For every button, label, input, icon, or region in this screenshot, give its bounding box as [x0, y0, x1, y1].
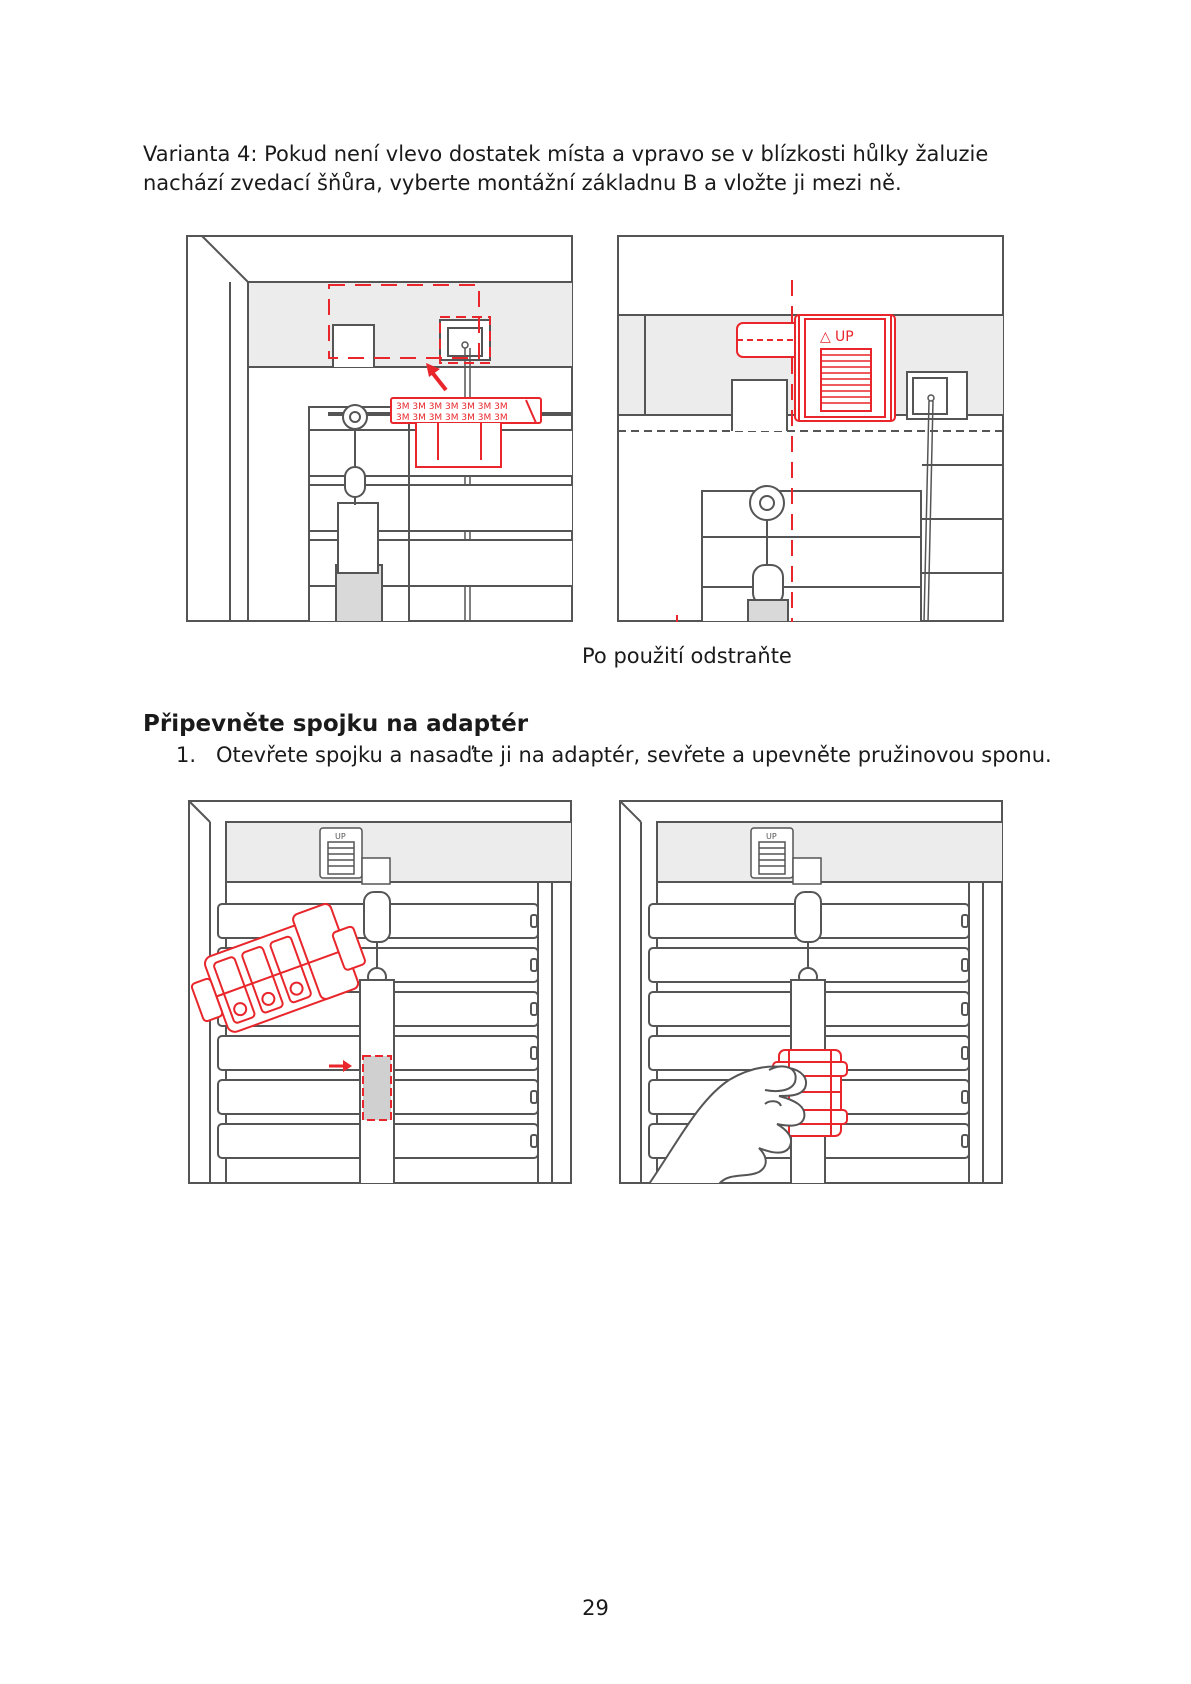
tape-label-row1: 3M 3M 3M 3M 3M 3M 3M: [396, 402, 508, 412]
up-label-small: UP: [766, 832, 777, 841]
tape-label-row2: 3M 3M 3M 3M 3M 3M 3M: [396, 413, 508, 423]
figure-mounting-base-installed: [617, 235, 1004, 622]
figure-coupler-clamped: [619, 800, 1003, 1184]
caption-remove-after-use: Po použití odstraňte: [582, 644, 792, 668]
up-label-small: UP: [335, 832, 346, 841]
page-number: 29: [582, 1596, 609, 1620]
step-item: [176, 743, 1052, 767]
step-number: 1.: [176, 743, 197, 767]
step-text: Otevřete spojku a nasaďte ji na adaptér, sevřete a upevněte pružinovou sponu.: [216, 743, 1052, 767]
intro-paragraph: Varianta 4: Pokud není vlevo dostatek místa a vpravo se v blízkosti hůlky žaluzie nachází zvedací šňůra, vyberte montážní základnu B a vložte ji mezi ně.: [143, 142, 989, 195]
svg-text:△: △: [820, 329, 831, 345]
figure-coupler-open: [188, 800, 572, 1184]
section-heading: Připevněte spojku na adaptér: [143, 711, 529, 737]
up-label: UP: [835, 329, 854, 345]
figure-mounting-base-placement: [186, 235, 573, 622]
